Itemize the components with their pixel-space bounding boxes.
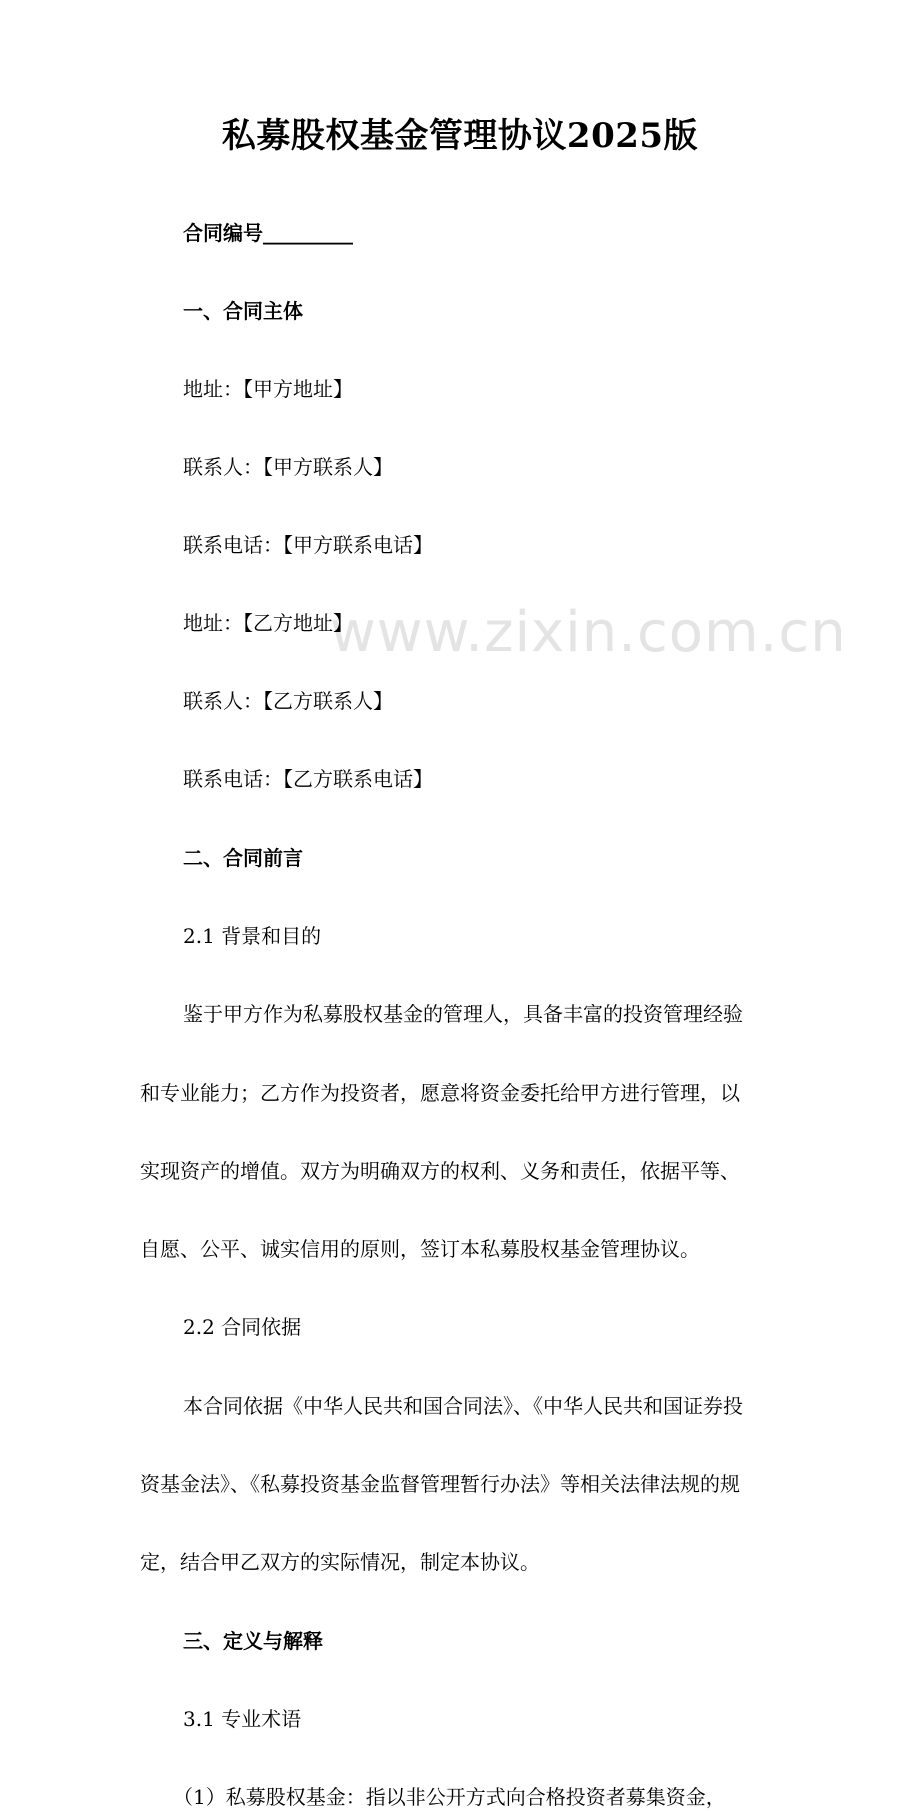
- section-1-heading: 一、合同主体: [183, 299, 303, 323]
- paragraph-line: 鉴于甲方作为私募股权基金的管理人，具备丰富的投资管理经验: [183, 1002, 743, 1026]
- section-2-heading: 二、合同前言: [183, 846, 303, 870]
- section-3-heading: 三、定义与解释: [183, 1629, 323, 1653]
- contract-number-label: 合同编号_________: [183, 221, 353, 245]
- document-title: 私募股权基金管理协议2025版: [221, 116, 699, 156]
- paragraph-line: 本合同依据《中华人民共和国合同法》、《中华人民共和国证券投: [183, 1394, 743, 1418]
- section-2-1-heading: 2.1 背景和目的: [183, 924, 322, 948]
- party-b-contact: 联系人：【乙方联系人】: [183, 689, 393, 713]
- paragraph-line: 自愿、公平、诚实信用的原则，签订本私募股权基金管理协议。: [140, 1237, 700, 1261]
- party-a-contact: 联系人：【甲方联系人】: [183, 455, 393, 479]
- party-b-phone: 联系电话：【乙方联系电话】: [183, 767, 433, 791]
- section-3-1-heading: 3.1 专业术语: [183, 1707, 302, 1731]
- watermark: www.zixin.com.cn: [330, 600, 847, 665]
- party-a-phone: 联系电话：【甲方联系电话】: [183, 533, 433, 557]
- party-b-address: 地址：【乙方地址】: [183, 611, 353, 635]
- definition-item-1: （1）私募股权基金：指以非公开方式向合格投资者募集资金，: [173, 1785, 726, 1809]
- paragraph-line: 资基金法》、《私募投资基金监督管理暂行办法》等相关法律法规的规: [140, 1472, 740, 1496]
- section-2-2-heading: 2.2 合同依据: [183, 1315, 302, 1339]
- paragraph-line: 实现资产的增值。双方为明确双方的权利、义务和责任，依据平等、: [140, 1159, 740, 1183]
- paragraph-line: 和专业能力；乙方作为投资者，愿意将资金委托给甲方进行管理，以: [140, 1081, 740, 1105]
- paragraph-line: 定，结合甲乙双方的实际情况，制定本协议。: [140, 1550, 540, 1574]
- party-a-address: 地址：【甲方地址】: [183, 377, 353, 401]
